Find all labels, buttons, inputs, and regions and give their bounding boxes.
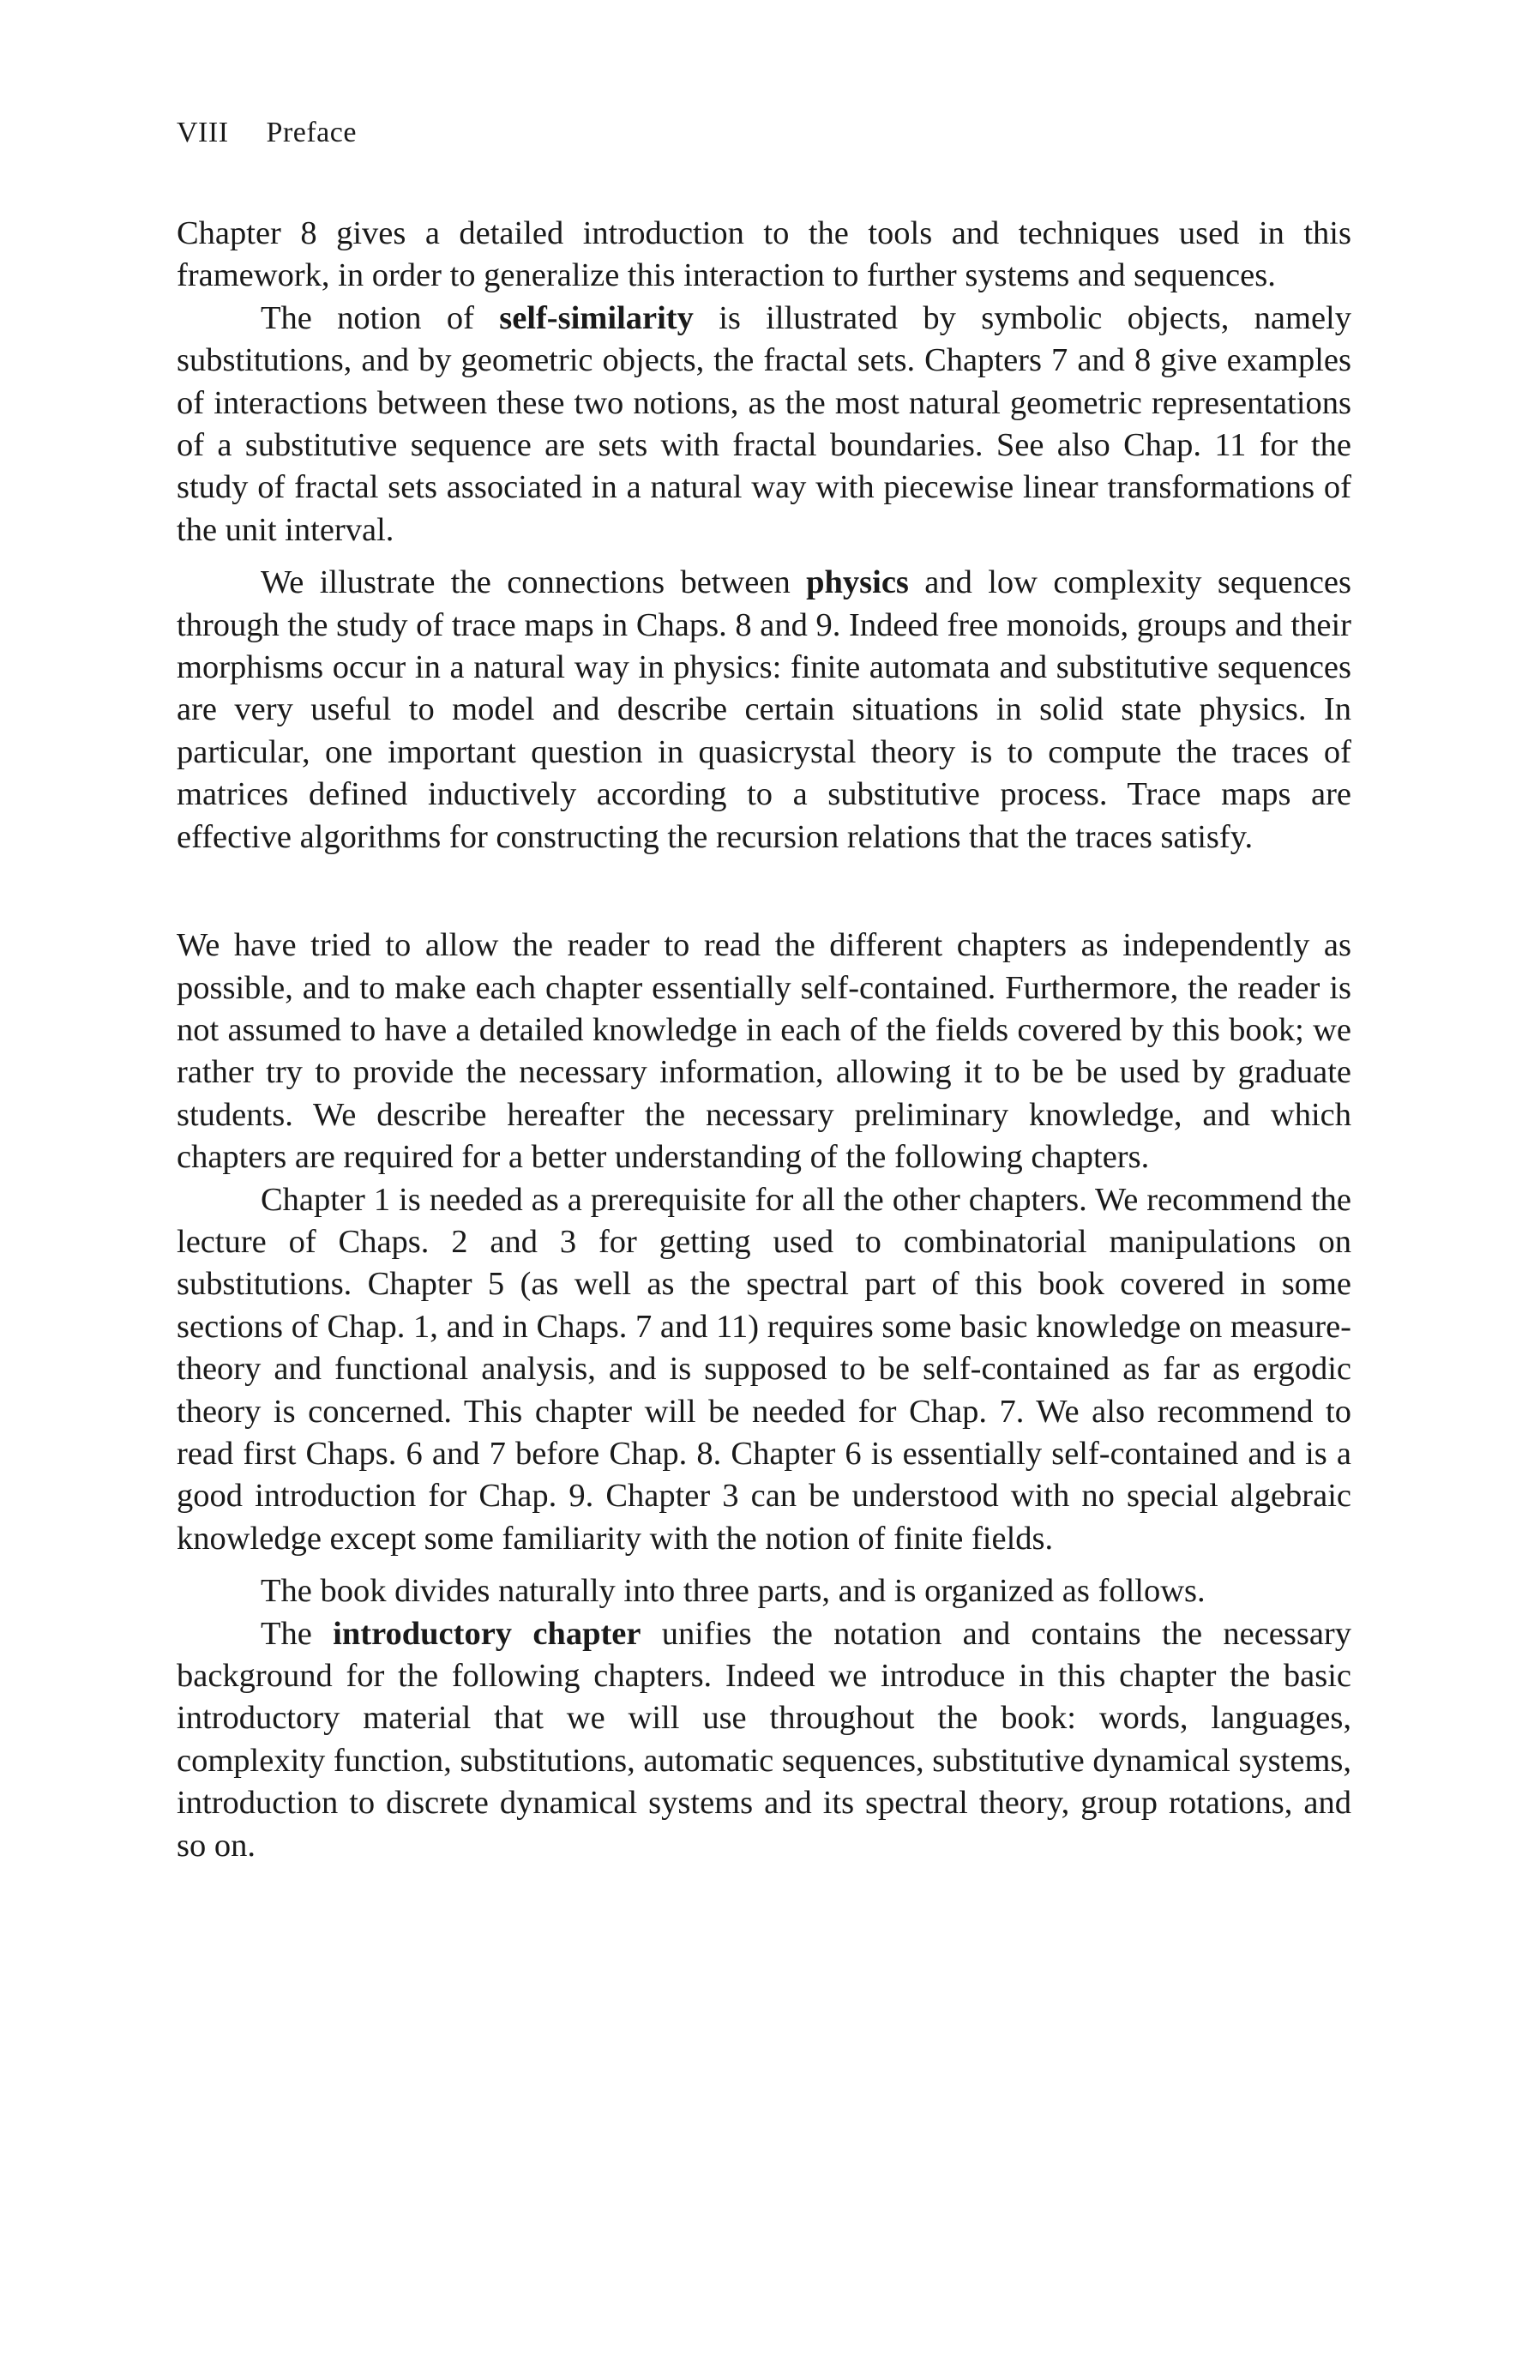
paragraph-self-similarity: [177, 298, 1351, 551]
paragraph-text: Chapter 8 gives a detailed introduction to the tools and techniques used in this framework, in order to generalize this interaction to further systems and sequences.: [177, 215, 1351, 294]
paragraph-text: The: [261, 1615, 334, 1652]
paragraph-text: is illustrated by symbolic objects, namely substitutions, and by geometric objects, the fractal sets. Chapters 7 and 8 give examples of interactions between these two notions, as the most natural geometric representations of a substitutive sequence are sets with fractal boundaries. See also Chap. 11 for the study of fractal sets associated in a natural way with piecewise linear transformations of the unit interval.: [177, 299, 1351, 548]
page-number: VIII: [177, 117, 229, 148]
paragraph-introductory-chapter: [177, 1613, 1351, 1867]
paragraph-framework: [177, 213, 1351, 298]
paragraph-organization: [177, 1570, 1351, 1612]
paragraph-text: We have tried to allow the reader to read the different chapters as independently as possible, and to make each chapter essentially self-contained. Furthermore, the reader is not assumed to have a detailed knowledge in each of the fields covered by this book; we rather try to provide the necessary information, allowing it to be be used by graduate students. We describe hereafter the necessary preliminary knowledge, and which chapters are required for a better understanding of the following chapters.: [177, 927, 1351, 1176]
paragraph-prerequisites: [177, 1179, 1351, 1561]
paragraph-text: We illustrate the connections between: [261, 564, 807, 601]
paragraph-text: unifies the notation and contains the necessary background for the following chapters. Indeed we introduce in this chapter the basic introductory material that we will use throughout the book: words, languages, complexity function, substitutions, automatic sequences, substitutive dynamical systems, introduction to discrete dynamical systems and its spectral theory, group rotations, and so on.: [177, 1615, 1352, 1864]
emphasis-introductory-chapter: introductory chapter: [333, 1615, 641, 1652]
emphasis-physics: physics: [806, 564, 909, 601]
body-text: [177, 213, 1351, 1867]
paragraph-physics: [177, 562, 1351, 859]
emphasis-self-similarity: self-similarity: [499, 299, 694, 336]
paragraph-reading-guide: [177, 925, 1351, 1178]
running-title: Preface: [266, 117, 357, 148]
running-head: [177, 118, 357, 148]
paragraph-text: and low complexity sequences through the study of trace maps in Chaps. 8 and 9. Indeed free monoids, groups and their morphisms occur in a natural way in physics: finite automata and substitutive sequences are very useful to model and describe certain situations in solid state physics. In particular, one important question in quasicrystal theory is to compute the traces of matrices defined inductively according to a substitutive process. Trace maps are effective algorithms for constructing the recursion relations that the traces satisfy.: [177, 564, 1351, 855]
paragraph-text: The book divides naturally into three parts, and is organized as follows.: [261, 1573, 1206, 1610]
paragraph-text: Chapter 1 is needed as a prerequisite for all the other chapters. We recommend the lecture of Chaps. 2 and 3 for getting used to combinatorial manipulations on substitutions. Chapter 5 (as well as the spectral part of this book covered in some sections of Chap. 1, and in Chaps. 7 and 11) requires some basic knowledge on measure-theory and functional analysis, and is supposed to be self-contained as far as ergodic theory is concerned. This chapter will be needed for Chap. 7. We also recommend to read first Chaps. 6 and 7 before Chap. 8. Chapter 6 is essentially self-contained and is a good introduction for Chap. 9. Chapter 3 can be understood with no special algebraic knowledge except some familiarity with the notion of finite fields.: [177, 1181, 1351, 1557]
paragraph-text: The notion of: [261, 299, 500, 336]
